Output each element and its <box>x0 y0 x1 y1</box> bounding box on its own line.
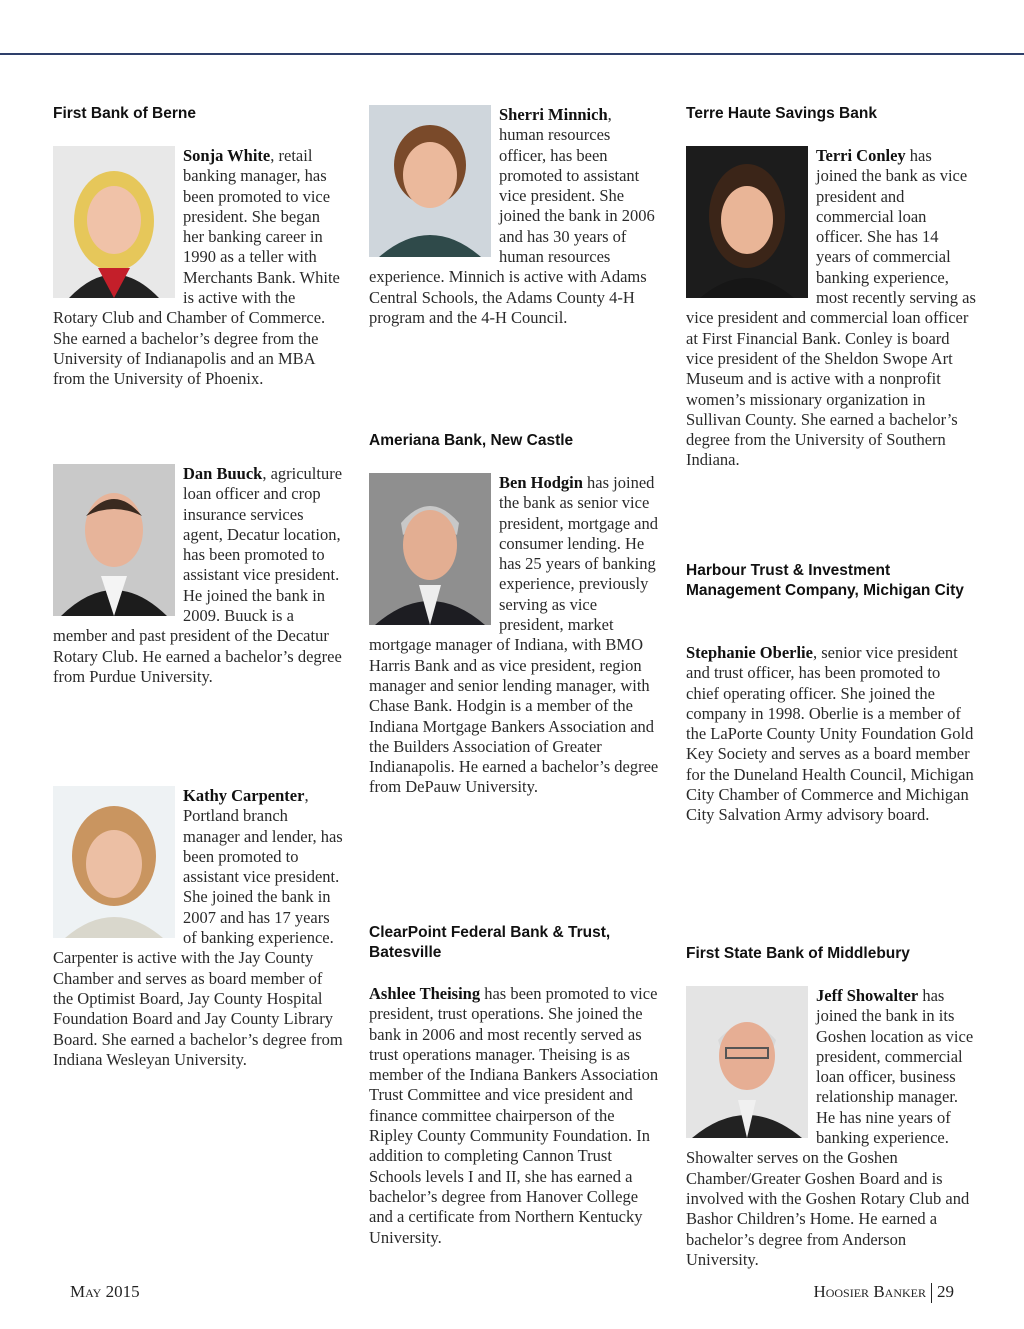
top-rule <box>0 53 1024 55</box>
person-name: Stephanie Oberlie <box>686 643 813 662</box>
announcement <box>53 146 343 390</box>
announcement <box>369 473 659 798</box>
section-heading: First State Bank of Middlebury <box>686 945 910 962</box>
publication-name: Hoosier Banker <box>813 1282 926 1301</box>
announcement <box>686 986 976 1270</box>
person-name: Kathy Carpenter <box>183 786 305 805</box>
bio-text: , senior vice president and trust officer, has been promoted to chief operating officer. She joined the company in 1998. Oberlie is a member of the LaPorte County Unity Foundation Gold Key Society and serves as a board member for the Duneland Health Council, Michigan City Chamber of Commerce and Michigan City Salvation Army advisory board. <box>686 643 974 825</box>
bio-text: has joined the bank in its Goshen location as vice president, commercial loan officer, business relationship manager. He has nine years of banking experience. Showalter serves on the Goshen Chamber/Greater Goshen Board and is involved with the Goshen Rotary Club and Bashor Children’s Home. He earned a bachelor’s degree from Anderson University. <box>686 986 974 1269</box>
person-name: Dan Buuck <box>183 464 263 483</box>
announcement <box>53 464 343 687</box>
person-name: Ben Hodgin <box>499 473 583 492</box>
page-footer <box>813 1282 954 1303</box>
person-name: Ashlee Theising <box>369 984 481 1003</box>
announcement <box>369 105 659 328</box>
page-number: 29 <box>937 1282 954 1301</box>
portrait-photo <box>53 464 175 616</box>
section-heading: ClearPoint Federal Bank & Trust, Batesville <box>369 924 611 961</box>
portrait-photo <box>686 146 808 298</box>
portrait-photo <box>53 146 175 298</box>
bio-text: , human resources officer, has been promoted to assistant vice president. She joined the bank in 2006 and has 30 years of human resources experience. Minnich is active with Adams Central Schools, the Adams County 4-H program and the 4-H Council. <box>369 105 655 327</box>
portrait-photo <box>53 786 175 938</box>
portrait-photo <box>369 473 491 625</box>
issue-date: May 2015 <box>70 1282 140 1301</box>
bio-text: has joined the bank as vice president and commercial loan officer. She has 14 years of commercial banking experience, most recently serving as vice president and commercial loan officer at First Financial Bank. Conley is board vice president of the Sheldon Swope Art Museum and is active with a nonprofit women’s missionary organization in Sullivan County. She earned a bachelor’s degree from the University of Southern Indiana. <box>686 146 976 470</box>
bio-text: , Portland branch manager and lender, has been promoted to assistant vice president. She joined the bank in 2007 and has 17 years of banking experience. Carpenter is active with the Jay County Chamber and serves as board member of the Optimist Board, Jay County Hospital Foundation Board and Jay County Library Board. She earned a bachelor’s degree from Indiana Wesleyan University. <box>53 786 343 1069</box>
person-name: Terri Conley <box>816 146 906 165</box>
section-heading: First Bank of Berne <box>53 105 196 122</box>
announcement <box>369 984 659 1248</box>
footer-divider <box>931 1283 932 1303</box>
person-name: Sherri Minnich <box>499 105 608 124</box>
bio-text: , retail banking manager, has been promoted to vice president. She began her banking career in 1990 as a teller with Merchants Bank. White is active with the Rotary Club and Chamber of Commerce. She earned a bachelor’s degree from the University of Indianapolis and an MBA from the University of Phoenix. <box>53 146 340 389</box>
portrait-photo <box>686 986 808 1138</box>
section-heading: Terre Haute Savings Bank <box>686 105 877 122</box>
section-heading: Harbour Trust & Investment Management Company, Michigan City <box>686 562 964 599</box>
bio-text: has joined the bank as senior vice president, mortgage and consumer lending. He has 25 years of banking experience, previously serving as vice president, market mortgage manager of Indiana, with BMO Harris Bank and as vice president, region manager and senior lending manager, with Chase Bank. Hodgin is a member of the Indiana Mortgage Bankers Association and the Builders Association of Greater Indianapolis. He earned a bachelor’s degree from DePauw University. <box>369 473 659 797</box>
announcement <box>53 786 343 1070</box>
announcement <box>686 146 976 471</box>
bio-text: , agriculture loan officer and crop insurance services agent, Decatur location, has been promoted to assistant vice president. He joined the bank in 2009. Buuck is a member and past president of the Decatur Rotary Club. He earned a bachelor’s degree from Purdue University. <box>53 464 343 686</box>
section-heading: Ameriana Bank, New Castle <box>369 432 574 449</box>
announcement <box>686 643 976 826</box>
person-name: Sonja White <box>183 146 271 165</box>
portrait-photo <box>369 105 491 257</box>
bio-text: has been promoted to vice president, trust operations. She joined the bank in 2006 and most recently served as trust operations manager. Theising is as member of the Indiana Bankers Association Trust Committee and vice president and finance committee chairperson of the Ripley County Community Foundation. In addition to completing Cannon Trust Schools levels I and II, she has earned a bachelor’s degree from Hanover College and a certificate from Northern Kentucky University. <box>369 984 659 1247</box>
person-name: Jeff Showalter <box>816 986 919 1005</box>
